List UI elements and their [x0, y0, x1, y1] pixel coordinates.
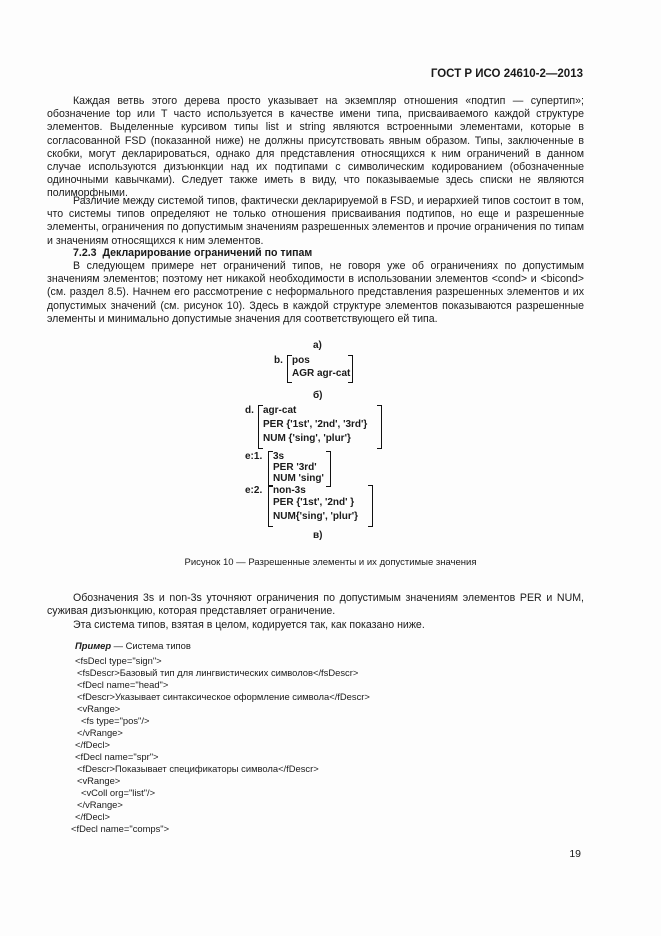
code-line: <vRange> [77, 775, 121, 786]
bracket-right [348, 355, 353, 383]
figure-caption: Рисунок 10 — Разрешенные элементы и их допустимые значения [184, 557, 477, 568]
example-title: — Система типов [111, 640, 191, 651]
figure-label-a: а) [313, 340, 322, 351]
code-line: <vRange> [77, 703, 121, 714]
example-heading [75, 640, 191, 651]
structure-e1-tag: e:1. [245, 451, 263, 462]
structure-e2-line3: NUM{'sing', 'plur'} [273, 511, 359, 522]
structure-b-line2: AGR agr-cat [292, 368, 351, 379]
code-line: </vRange> [77, 727, 123, 738]
code-line: </vRange> [77, 799, 123, 810]
structure-e2-tag: e:2. [245, 485, 263, 496]
code-line: <fsDecl type="sign"> [75, 655, 162, 666]
paragraph-1: Каждая ветвь этого дерева просто указывает на экземпляр отношения «подтип — супертип»; обозначение top или Т часто используется в качестве имени типа, присваиваемого каждой структуре элементов. Выделенные курсивом типы list и string являются встроенными элементами, которые в согласованной FSD (показанной ниже) не должны присутствовать явным образом. Типы, заключенные в скобки, могут декларироваться, однако для представления относящихся к ним ограничений в данном случае используются дизъюнкции над их подтипами с символическим кодированием (обозначенные одиночными кавычками). Следует также иметь в виду, что показываемые здесь списки не являются полиморфными. [47, 95, 584, 200]
bracket-right [368, 485, 373, 527]
code-line: <fsDescr>Базовый тип для лингвистических символов</fsDescr> [77, 667, 359, 678]
structure-e1-line1: 3s [273, 451, 285, 462]
code-line: <fDecl name="comps"> [71, 823, 170, 834]
structure-d-line2: PER {'1st', '2nd', '3rd'} [263, 419, 368, 430]
figure-label-c: в) [313, 530, 323, 541]
section-heading: 7.2.3 Декларирование ограничений по типам [73, 247, 313, 259]
document-header: ГОСТ Р ИСО 24610-2—2013 [430, 68, 583, 80]
structure-e2-line1: non-3s [273, 485, 306, 496]
figure-label-b: б) [313, 390, 323, 401]
paragraph-3: В следующем примере нет ограничений типов, не говоря уже об ограничениях по допустимым значениям элементов; поэтому нет никакой необходимости в использовании элементов <cond> и <bicond> (см. раздел 8.5). Начнем его рассмотрение с неформального представления разрешенных элементов и их допустимых значений (см. рисунок 10). Здесь в каждой структуре элементов показываются разрешенные элементы и минимально допустимые значения для соответствующего ей типа. [47, 260, 584, 325]
example-label: Пример [75, 640, 112, 651]
structure-b-tag: b. [274, 355, 283, 366]
bracket-right [326, 451, 331, 487]
paragraph-4: Обозначения 3s и non-3s уточняют ограничения по допустимым значениям элементов PER и NUM, суживая дизъюнкцию, которая представляет ограничение. [47, 592, 584, 618]
code-line: </fDecl> [75, 739, 110, 750]
structure-b-line1: pos [292, 355, 310, 366]
code-line: <vColl org="list"/> [81, 787, 156, 798]
structure-e1-line3: NUM 'sing' [273, 473, 324, 484]
structure-d-tag: d. [245, 405, 254, 416]
structure-d-line3: NUM {'sing', 'plur'} [263, 433, 351, 444]
code-line: <fDescr>Показывает спецификаторы символа</fDescr> [77, 763, 319, 774]
page-number: 19 [569, 848, 581, 860]
code-line: </fDecl> [75, 811, 110, 822]
paragraph-2: Различие между системой типов, фактически декларируемой в FSD, и иерархией типов состоит в том, что системы типов определяют не только отношения присваивания подтипов, но еще и разрешенные элементы, ограничения по допустимым значениям разрешенных элементов и прочие ограничения по типам и значениям относящихся к ним элементов. [47, 195, 584, 247]
paragraph-5: Эта система типов, взятая в целом, кодируется так, как показано ниже. [73, 619, 425, 631]
code-line: <fDecl name="head"> [77, 679, 169, 690]
structure-e2-line2: PER {'1st', '2nd' } [273, 497, 355, 508]
code-line: <fDescr>Указывает синтаксическое оформление символа</fDescr> [77, 691, 370, 702]
code-line: <fs type="pos"/> [81, 715, 150, 726]
code-line: <fDecl name="spr"> [75, 751, 159, 762]
structure-e1-line2: PER '3rd' [273, 462, 317, 473]
structure-d-line1: agr-cat [263, 405, 297, 416]
bracket-right [377, 405, 382, 449]
